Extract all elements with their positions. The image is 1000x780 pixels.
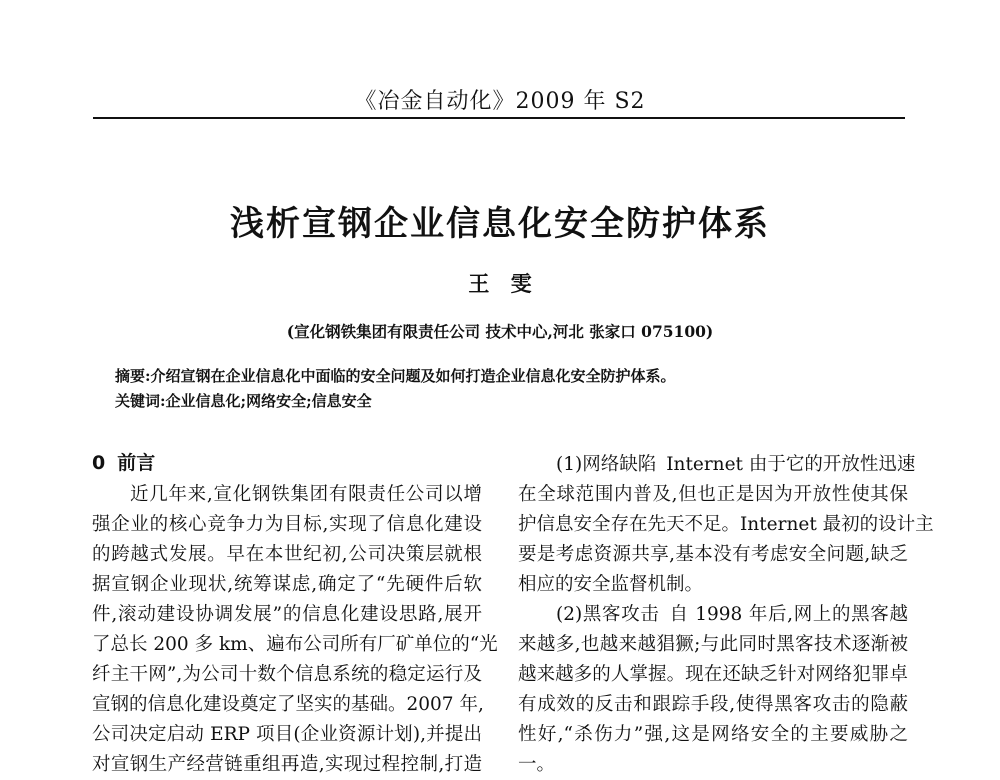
item-2-title: (2)黑客攻击 xyxy=(556,604,660,625)
body-line: 来越多,也越来越猖獗;与此同时黑客技术逐渐被 xyxy=(518,634,908,655)
right-column xyxy=(518,450,934,780)
journal-header: 《冶金自动化》2009 年 S2 xyxy=(354,89,646,114)
body-line: 一。 xyxy=(518,754,556,775)
body-line: 性好,“杀伤力”强,这是网络安全的主要威胁之 xyxy=(518,724,908,745)
affiliation: (宣化钢铁集团有限责任公司 技术中心,河北 张家口 075100) xyxy=(286,322,714,341)
item-1-line xyxy=(518,450,916,480)
section-heading xyxy=(92,450,482,477)
body-line: 有成效的反击和跟踪手段,使得黑客攻击的隐蔽 xyxy=(518,694,908,715)
paper-title: 浅析宣钢企业信息化安全防护体系 xyxy=(230,204,770,244)
item-2-line xyxy=(518,600,908,630)
section-number: 0 xyxy=(92,452,106,474)
body-line: 件,滚动建设协调发展”的信息化建设思路,展开 xyxy=(92,604,482,625)
keywords: 关键词:企业信息化;网络安全;信息安全 xyxy=(115,392,372,410)
left-column xyxy=(92,450,498,780)
body-line: 近几年来,宣化钢铁集团有限责任公司以增 xyxy=(130,484,482,505)
body-line: 的跨越式发展。早在本世纪初,公司决策层就根 xyxy=(92,544,482,565)
body-line: 宣钢的信息化建设奠定了坚实的基础。2007 年, xyxy=(92,694,484,715)
body-line: 了总长 200 多 km、遍布公司所有厂矿单位的“光 xyxy=(92,634,498,655)
item-2-text: 自 1998 年后,网上的黑客越 xyxy=(669,604,908,625)
body-line: 强企业的核心竞争力为目标,实现了信息化建设 xyxy=(92,514,482,535)
item-1-title: (1)网络缺陷 xyxy=(556,454,657,475)
header-rule xyxy=(93,117,905,119)
body-line: 越来越多的人掌握。现在还缺乏针对网络犯罪卓 xyxy=(518,664,908,685)
body-line: 纤主干网”,为公司十数个信息系统的稳定运行及 xyxy=(92,664,482,685)
body-line: 据宣钢企业现状,统筹谋虑,确定了“先硬件后软 xyxy=(92,574,482,595)
abstract: 摘要:介绍宣钢在企业信息化中面临的安全问题及如何打造企业信息化安全防护体系。 xyxy=(115,367,676,385)
body-line: 相应的安全监督机制。 xyxy=(518,574,704,595)
section-title: 前言 xyxy=(117,452,156,474)
item-1-text: Internet 由于它的开放性迅速 xyxy=(666,454,916,475)
body-line: 对宣钢生产经营链重组再造,实现过程控制,打造 xyxy=(92,754,482,775)
body-line: 公司决定启动 ERP 项目(企业资源计划),并提出 xyxy=(92,724,482,745)
body-line: 要是考虑资源共享,基本没有考虑安全问题,缺乏 xyxy=(518,544,908,565)
body-line: 在全球范围内普及,但也正是因为开放性使其保 xyxy=(518,484,908,505)
author: 王 雯 xyxy=(468,271,532,296)
body-line: 护信息安全存在先天不足。Internet 最初的设计主 xyxy=(518,514,934,535)
